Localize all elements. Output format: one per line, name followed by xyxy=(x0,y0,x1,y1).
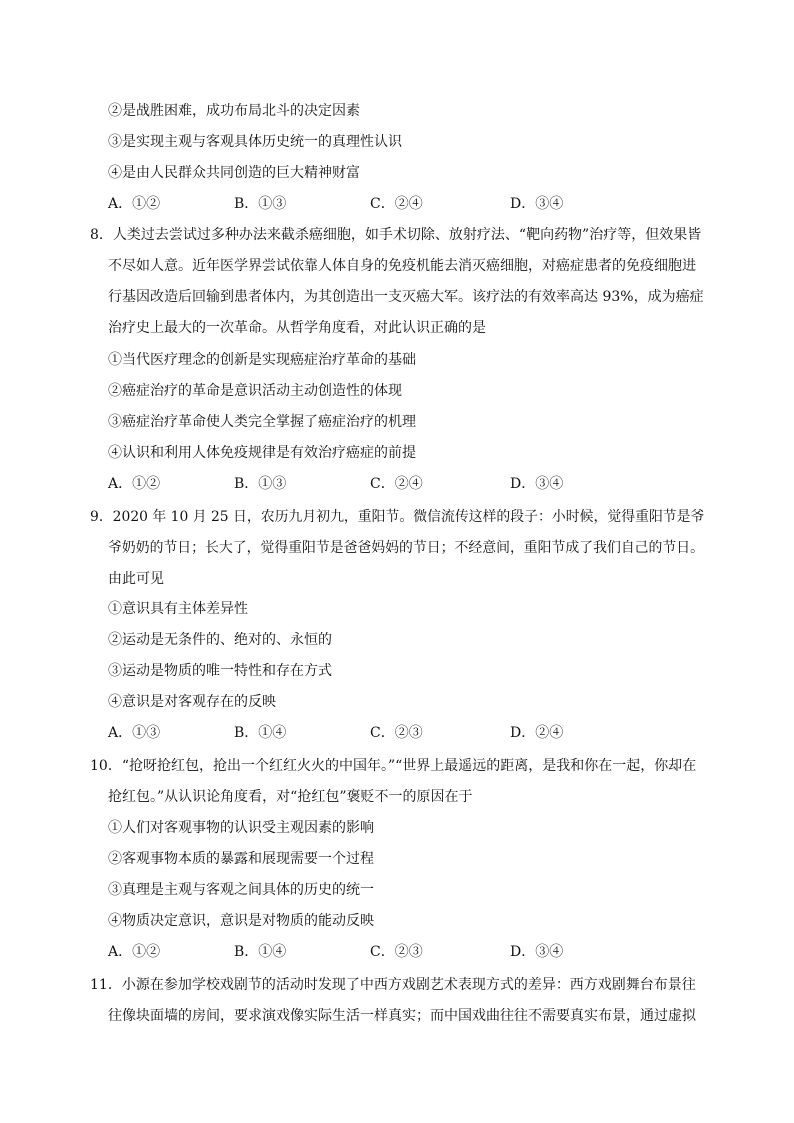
q9-option-b: B．①④ xyxy=(234,725,287,741)
q7-statement-2: ②是战胜困难，成功布局北斗的决定因素 xyxy=(108,103,360,119)
q9-stem-line-2: 爷奶奶的节日；长大了，觉得重阳节是爸爸妈妈的节日；不经意间，重阳节成了我们自己的节日。 xyxy=(108,540,704,556)
q8-option-a: A．①② xyxy=(108,476,161,492)
q8-statement-4: ④认识和利用人体免疫规律是有效治疗癌症的前提 xyxy=(108,445,416,461)
q8-stem-line-1: 8．人类过去尝试过多种办法来截杀癌细胞，如手术切除、放射疗法、“靶向药物”治疗等，但效果皆 xyxy=(90,227,702,243)
q10-option-d: D．③④ xyxy=(510,944,564,960)
q10-statement-1: ①人们对客观事物的认识受主观因素的影响 xyxy=(108,820,374,836)
q10-stem-line-1: 10．“抢呀抢红包，抢出一个红红火火的中国年。”“世界上最遥远的距离，是我和你在一起，你却在 xyxy=(90,758,697,774)
q9-statement-4: ④意识是对客观存在的反映 xyxy=(108,694,276,710)
q8-stem-line-3: 行基因改造后回输到患者体内，为其创造出一支灭癌大军。该疗法的有效率高达 93%，成为癌症 xyxy=(108,289,704,305)
q9-option-a: A．①③ xyxy=(108,725,161,741)
q11-stem-line-2: 往像块面墙的房间，要求演戏像实际生活一样真实；而中国戏曲往往不需要真实布景，通过虚拟 xyxy=(108,1008,696,1024)
q9-stem-line-3: 由此可见 xyxy=(108,571,164,587)
q10-option-b: B．①④ xyxy=(234,944,287,960)
q7-statement-4: ④是由人民群众共同创造的巨大精神财富 xyxy=(108,165,360,181)
q7-option-d: D．③④ xyxy=(510,196,564,212)
q10-statement-3: ③真理是主观与客观之间具体的历史的统一 xyxy=(108,882,374,898)
q9-option-d: D．②④ xyxy=(510,725,564,741)
q8-option-d: D．③④ xyxy=(510,476,564,492)
q7-option-b: B．①③ xyxy=(234,196,287,212)
q8-statement-2: ②癌症治疗的革命是意识活动主动创造性的体现 xyxy=(108,383,402,399)
q11-stem-line-1: 11．小源在参加学校戏剧节的活动时发现了中西方戏剧艺术表现方式的差异：西方戏剧舞台布景往 xyxy=(90,977,696,993)
q8-option-b: B．①③ xyxy=(234,476,287,492)
q9-option-c: C．②③ xyxy=(370,725,423,741)
q10-option-a: A．①② xyxy=(108,944,161,960)
q9-statement-1: ①意识具有主体差异性 xyxy=(108,601,248,617)
q8-statement-3: ③癌症治疗革命使人类完全掌握了癌症治疗的机理 xyxy=(108,414,416,430)
q9-statement-2: ②运动是无条件的、绝对的、永恒的 xyxy=(108,632,332,648)
q9-stem-line-1: 9．2020 年 10 月 25 日，农历九月初九，重阳节。微信流传这样的段子：小时候，觉得重阳节是爷 xyxy=(90,509,705,525)
q10-option-c: C．②③ xyxy=(370,944,423,960)
q8-option-c: C．②④ xyxy=(370,476,423,492)
q8-stem-line-2: 不尽如人意。近年医学界尝试依靠人体自身的免疫机能去消灭癌细胞，对癌症患者的免疫细胞进 xyxy=(108,258,696,274)
q9-statement-3: ③运动是物质的唯一特性和存在方式 xyxy=(108,663,332,679)
q8-stem-line-4: 治疗史上最大的一次革命。从哲学角度看，对此认识正确的是 xyxy=(108,320,486,336)
q7-option-c: C．②④ xyxy=(370,196,423,212)
q7-statement-3: ③是实现主观与客观具体历史统一的真理性认识 xyxy=(108,134,402,150)
q10-statement-4: ④物质决定意识，意识是对物质的能动反映 xyxy=(108,913,374,929)
q8-statement-1: ①当代医疗理念的创新是实现癌症治疗革命的基础 xyxy=(108,352,416,368)
q10-statement-2: ②客观事物本质的暴露和展现需要一个过程 xyxy=(108,851,374,867)
q10-stem-line-2: 抢红包。”从认识论角度看，对“抢红包”褒贬不一的原因在于 xyxy=(108,789,473,805)
q7-option-a: A．①② xyxy=(108,196,161,212)
